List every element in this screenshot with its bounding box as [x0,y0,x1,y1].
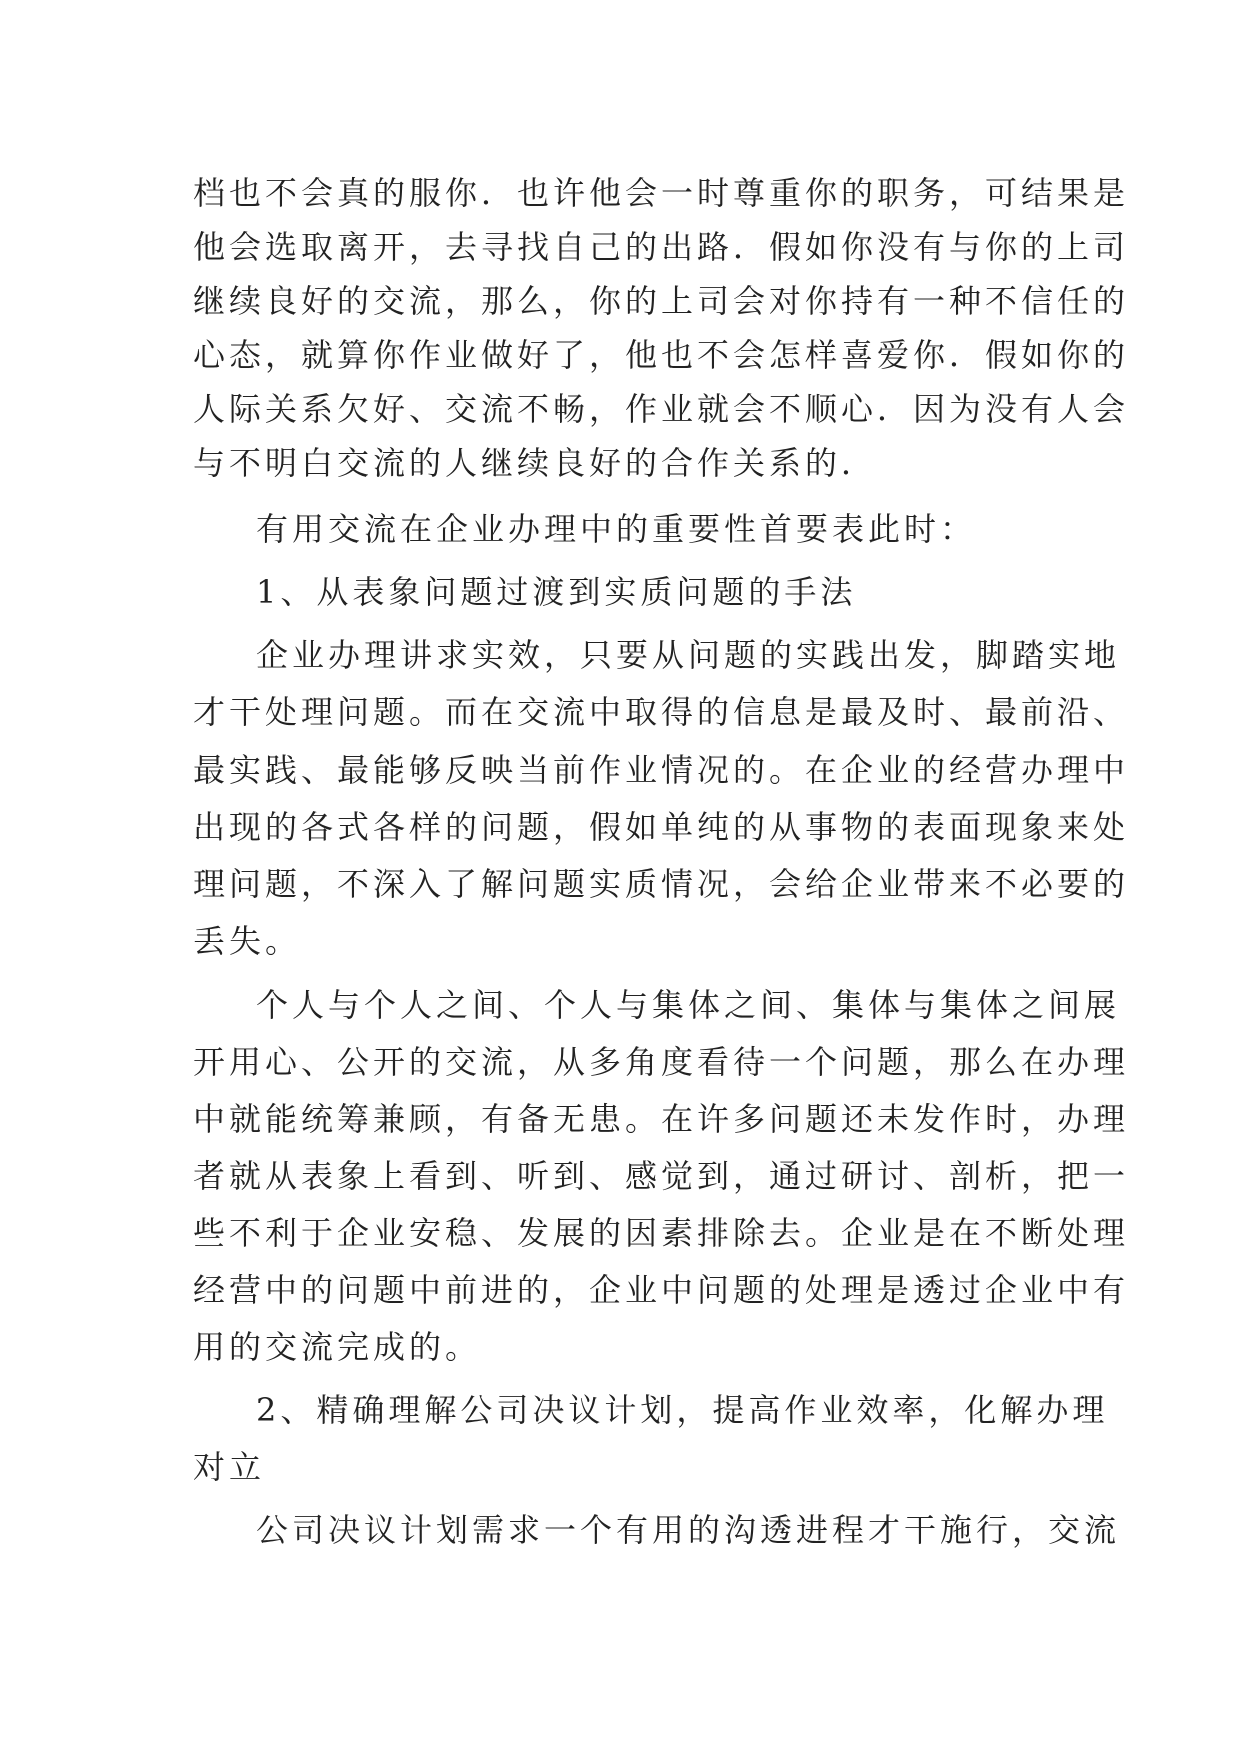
text-line: 理问题，不深入了解问题实质情况，会给企业带来不必要的 [193,865,1130,903]
text-line: 用的交流完成的。 [193,1328,482,1366]
text-line: 继续良好的交流，那么，你的上司会对你持有一种不信任的 [193,282,1130,320]
text-line: 开用心、公开的交流，从多角度看待一个问题，那么在办理 [193,1043,1130,1081]
text-line: 心态，就算你作业做好了，他也不会怎样喜爱你．假如你的 [193,336,1130,374]
text-line: 者就从表象上看到、听到、感觉到，通过研讨、剖析，把一 [193,1157,1130,1195]
section-heading: 1、从表象问题过渡到实质问题的手法 [256,573,857,611]
paragraph-heading: 有用交流在企业办理中的重要性首要表此时： [256,510,977,548]
text-line: 最实践、最能够反映当前作业情况的。在企业的经营办理中 [193,751,1130,789]
text-line: 个人与个人之间、个人与集体之间、集体与集体之间展 [256,986,1121,1024]
text-line: 人际关系欠好、交流不畅，作业就会不顺心．因为没有人会 [193,390,1130,428]
text-line: 丢失。 [193,922,302,960]
text-line: 企业办理讲求实效，只要从问题的实践出发，脚踏实地 [256,636,1121,674]
text-line: 他会选取离开，去寻找自己的出路．假如你没有与你的上司 [193,228,1130,266]
section-heading: 2、精确理解公司决议计划，提高作业效率，化解办理 [256,1391,1109,1429]
text-line: 公司决议计划需求一个有用的沟透进程才干施行，交流 [256,1511,1121,1549]
text-line: 些不利于企业安稳、发展的因素排除去。企业是在不断处理 [193,1214,1130,1252]
text-line: 才干处理问题。而在交流中取得的信息是最及时、最前沿、 [193,693,1130,731]
text-line: 出现的各式各样的问题，假如单纯的从事物的表面现象来处 [193,808,1130,846]
text-line: 与不明白交流的人继续良好的合作关系的． [193,444,878,482]
text-line: 档也不会真的服你．也许他会一时尊重你的职务，可结果是 [193,174,1130,212]
text-line: 中就能统筹兼顾，有备无患。在许多问题还未发作时，办理 [193,1100,1130,1138]
section-heading-continued: 对立 [193,1448,266,1486]
text-line: 经营中的问题中前进的，企业中问题的处理是透过企业中有 [193,1271,1130,1309]
